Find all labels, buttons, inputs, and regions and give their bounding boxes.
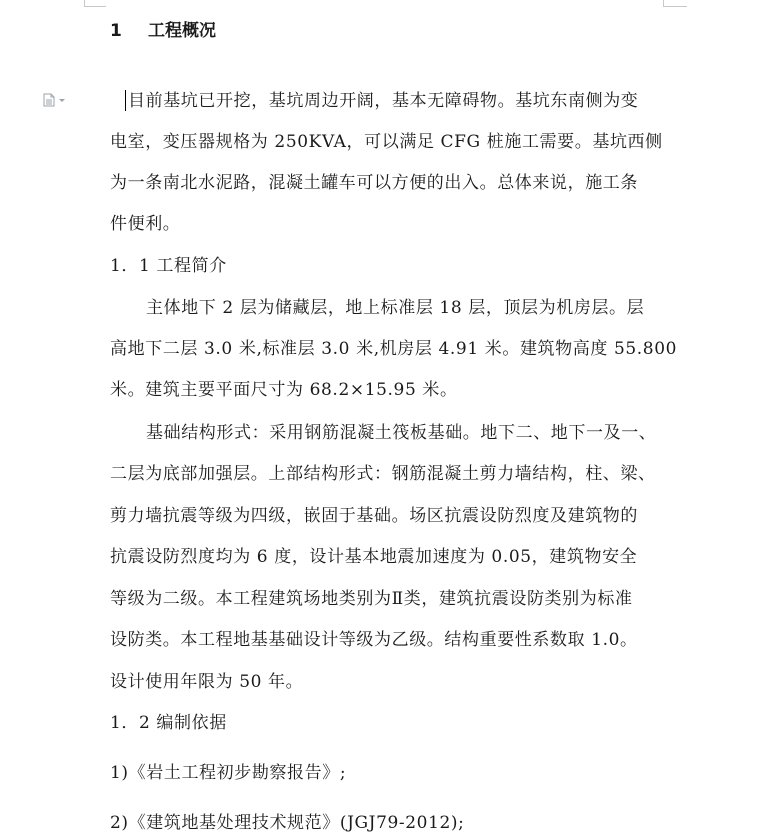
reference-item: 1)《岩土工程初步勘察报告》; [110,763,347,783]
text-cursor [125,90,126,111]
paragraph-line: 等级为二级。本工程建筑场地类别为Ⅱ类，建筑抗震设防类别为标准 [110,589,633,609]
paragraph-line: 二层为底部加强层。上部结构形式：钢筋混凝土剪力墙结构，柱、梁、 [110,464,656,484]
paragraph-line: 电室，变压器规格为 250KVA，可以满足 CFG 桩施工需要。基坑西侧 [110,132,663,152]
paragraph-line: 抗震设防烈度均为 6 度，设计基本地震加速度为 0.05，建筑物安全 [110,547,638,567]
reference-item: 2)《建筑地基处理技术规范》(JGJ79-2012); [110,813,465,833]
paragraph-line: 设防类。本工程地基基础设计等级为乙级。结构重要性系数取 1.0。 [110,630,638,650]
paragraph-line: 设计使用年限为 50 年。 [110,672,304,692]
paragraph-line: 剪力墙抗震等级为四级，嵌固于基础。场区抗震设防烈度及建筑物的 [110,506,638,526]
paragraph-line: 主体地下 2 层为储藏层，地上标准层 18 层，顶层为机房层。层 [146,298,645,318]
subsection-heading: 1．2 编制依据 [110,713,227,733]
paragraph-line: 基础结构形式：采用钢筋混凝土筏板基础。地下二、地下一及一、 [146,423,657,443]
subsection-heading: 1．1 工程简介 [110,256,227,276]
paragraph-line: 为一条南北水泥路，混凝土罐车可以方便的出入。总体来说，施工条 [110,173,638,193]
section-title: 工程概况 [148,21,216,41]
paragraph-line: 件便利。 [110,214,181,234]
margin-corner-mark-right-h [663,6,687,7]
paragraph-line: 高地下二层 3.0 米,标准层 3.0 米,机房层 4.91 米。建筑物高度 55.800 [110,339,678,359]
margin-corner-mark-left-h [84,6,106,7]
paragraph-line: 米。建筑主要平面尺寸为 68.2×15.95 米。 [110,380,458,400]
section-heading [110,20,216,42]
section-number: 1 [110,21,122,41]
paragraph-line: 目前基坑已开挖，基坑周边开阔，基本无障碍物。基坑东南侧为变 [128,91,639,111]
document-dropdown-icon[interactable] [42,92,68,106]
